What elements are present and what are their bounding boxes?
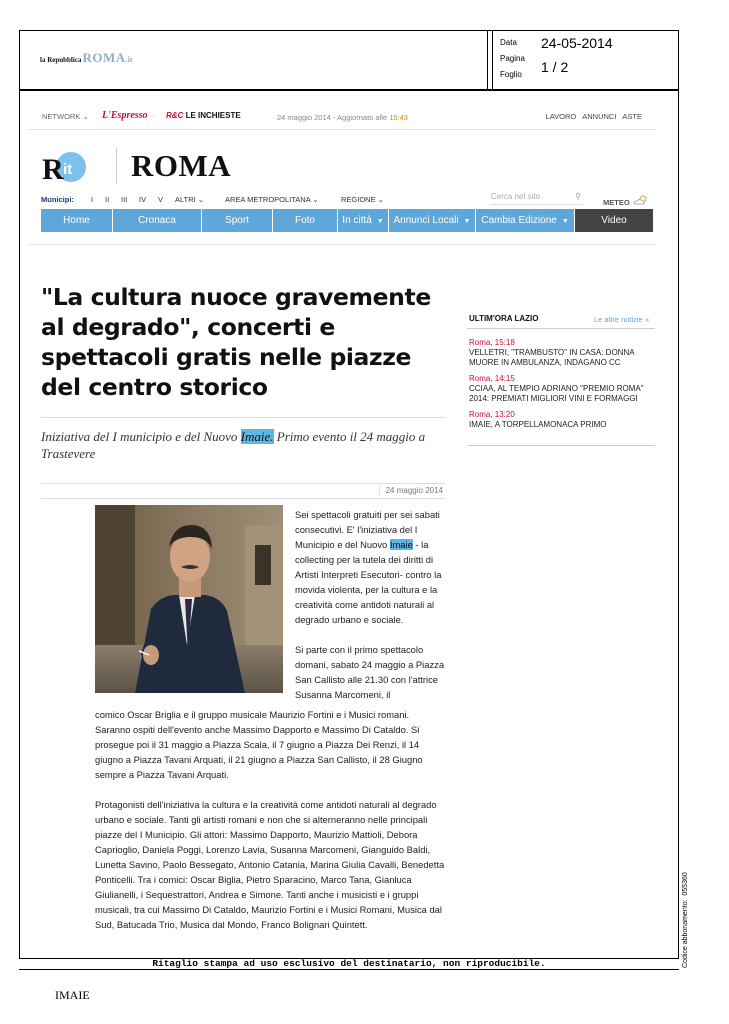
subtitle-pre: Iniziativa del I municipio e del Nuovo xyxy=(41,429,238,444)
news-time: Roma, 13:20 xyxy=(469,410,515,419)
frame-left xyxy=(19,90,20,958)
municipi-bar xyxy=(41,193,655,207)
nav-in-citta[interactable] xyxy=(338,209,388,232)
top-link-annunci[interactable]: ANNUNCI xyxy=(582,112,617,121)
article-date: 24 maggio 2014 xyxy=(379,486,443,495)
area-label: AREA METROPOLITANA xyxy=(225,195,311,204)
search-placeholder: Cerca nel sito xyxy=(491,192,540,201)
network-menu[interactable] xyxy=(42,112,89,121)
rit-logo[interactable] xyxy=(41,150,95,184)
news-item[interactable] xyxy=(467,410,655,430)
municipio-4[interactable]: IV xyxy=(139,195,147,204)
nav-video[interactable]: Video xyxy=(575,209,653,232)
header-divider xyxy=(487,31,493,89)
top-link-aste[interactable]: ASTE xyxy=(622,112,642,121)
nav-home[interactable]: Home xyxy=(41,209,112,232)
chevron-down-icon: ⌄ xyxy=(197,195,205,204)
sidebar-title: ULTIM'ORA LAZIO xyxy=(469,314,539,323)
search-icon[interactable]: ⚲ xyxy=(575,192,581,201)
codice-label: Codice abbonamento: xyxy=(682,899,689,968)
value-data: 24-05-2014 xyxy=(541,35,613,51)
portrait-image xyxy=(95,505,283,693)
sidebar-header xyxy=(467,311,655,329)
search-input[interactable] xyxy=(491,192,583,205)
altri-dropdown[interactable] xyxy=(175,195,204,204)
nav-annunci-locali[interactable] xyxy=(389,209,475,232)
rit-logo-r: R xyxy=(42,153,64,184)
headline-rule xyxy=(41,417,445,418)
rit-logo-icon xyxy=(41,150,95,184)
sidebar-more-link[interactable]: Le altre notizie » xyxy=(593,315,649,324)
regione-dropdown[interactable] xyxy=(341,195,384,204)
municipio-5[interactable]: V xyxy=(158,195,164,204)
news-item[interactable] xyxy=(467,338,655,368)
article-headline: "La cultura nuoce gravemente al degrado", concerti e spettacoli gratis nelle piazze del centro storico xyxy=(41,283,431,401)
municipio-2[interactable]: II xyxy=(105,195,110,204)
codice-abbonamento xyxy=(682,872,689,968)
source-logo-part3: .it xyxy=(125,55,133,64)
subtitle-highlight: Imaie. xyxy=(240,429,274,444)
top-links xyxy=(540,112,642,121)
source-logo xyxy=(40,50,133,66)
article-body-column xyxy=(295,507,447,702)
news-time: Roma, 15:18 xyxy=(469,338,515,347)
p1-post: - la collecting per la tutela dei diritti di Artisti Interpreti Esecutori- contro la movida violenta, per la cultura e la creatività come antidoti naturali al degrado urbano e sociale. xyxy=(295,539,442,625)
top-link-lavoro[interactable]: LAVORO xyxy=(545,112,577,121)
nav-in-citta-label: In città xyxy=(342,215,372,226)
area-dropdown[interactable] xyxy=(225,195,319,204)
lespresso-link[interactable]: L'Espresso xyxy=(102,110,148,121)
nav-cambia-edizione[interactable] xyxy=(476,209,574,232)
frame-top xyxy=(19,90,679,91)
value-foglio: 1 / 2 xyxy=(541,59,569,75)
news-title: VELLETRI, "TRAMBUSTO" IN CASA: DONNA MUORE IN AMBULANZA, INDAGANO CC xyxy=(469,348,635,367)
news-item[interactable] xyxy=(467,374,655,404)
altri-label: ALTRI xyxy=(175,195,196,204)
footer-tag: IMAIE xyxy=(55,988,90,1002)
municipi-label: Municipi: xyxy=(41,195,74,204)
chevron-down-icon: ▼ xyxy=(463,218,471,225)
article-paragraph-2-cont: comico Oscar Briglia e il gruppo musicale Maurizio Fortini e i Musici romani. Saranno ospiti dell'evento anche Massimo Dapporto e Massimo Di Cataldo. Si prosegue poi il 31 maggio a Piazza Scala, il 7 giugno a Piazza Dei Renzi, il 14 giugno a Piazza Tavani Arquati, il 21 giugno a Piazza San Callisto, il 28 Giugno sempre a Piazza Tavani Arquati. xyxy=(95,709,423,780)
label-foglio: Foglio xyxy=(500,70,522,79)
frame-right xyxy=(678,90,679,958)
inchieste-rc: R&C xyxy=(166,111,184,120)
chevron-down-icon: ⌄ xyxy=(377,195,384,204)
source-logo-part1: la Repubblica xyxy=(40,56,82,64)
meta-values xyxy=(541,31,613,79)
article-subtitle xyxy=(41,428,441,462)
nav-rule xyxy=(28,244,656,245)
subtitle-post: Primo evento il 24 maggio a Trastevere xyxy=(41,429,426,461)
regione-label: REGIONE xyxy=(341,195,376,204)
meteo-link[interactable] xyxy=(603,195,650,207)
nav-annunci-label: Annunci Locali xyxy=(393,215,459,226)
chevron-down-icon: ⌄ xyxy=(82,112,89,121)
inchieste-label: LE INCHIESTE xyxy=(185,111,241,120)
article-body-full xyxy=(95,707,445,947)
chevron-down-icon: ⌄ xyxy=(312,195,319,204)
p1-highlight: Imaie xyxy=(389,539,413,550)
network-bar xyxy=(28,103,656,130)
main-navigation xyxy=(41,209,655,232)
article-paragraph-3: Protagonisti dell'iniziativa la cultura e la creatività come antidoti naturali al degrado urbano e sociale. Tanti gli artisti romani e non che si alterneranno nelle principali piazze del I Municipio. Gli attori: Massimo Dapporto, Maurizio Mattioli, Debora Caprioglio, Daniela Poggi, Lorenzo Lavia, Susanna Marcomeni, Gianguido Baldi, Lunetta Savino, Paolo Bessegato, Antonio Catania, Marina Giulia Cavalli, Benedetta Ponticelli. Tra i comici: Oscar Biglia, Pietro Sparacino, Marco Tana, Gianluca Giulianelli, i Sequestrattori, Andrea e Simone. Tanti anche i musicisti e i gruppi musicali, tra cui Massimo Di Cataldo, Maurizio Fortini e i Musici Romani, Musica dal Sud, Batucada Trio, Musica dal Mondo, Franco Bolignari Quintett. xyxy=(95,799,445,930)
chevron-down-icon: ▼ xyxy=(376,218,384,225)
clipping-header xyxy=(19,30,679,90)
update-prefix: 24 maggio 2014 - Aggiornato alle xyxy=(277,113,388,122)
news-title: IMAIE, A TORPELLAMONACA PRIMO xyxy=(469,420,607,429)
meteo-label: METEO xyxy=(603,198,630,207)
meta-labels xyxy=(500,35,525,83)
chevron-down-icon: ▼ xyxy=(561,218,569,225)
rit-logo-it: it xyxy=(63,161,73,178)
nav-sport[interactable]: Sport xyxy=(202,209,272,232)
update-info xyxy=(277,113,408,122)
source-logo-part2: ROMA xyxy=(82,50,126,65)
article-paragraph-2: Si parte con il primo spettacolo domani, sabato 24 maggio a Piazza San Callisto alle 21.30 con l'attrice Susanna Marcomeni, il xyxy=(295,644,445,700)
nav-foto[interactable]: Foto xyxy=(273,209,337,232)
weather-icon xyxy=(632,195,650,205)
nav-edizione-label: Cambia Edizione xyxy=(481,215,557,226)
p1-pre: Sei spettacoli gratuiti per sei sabati consecutivi. E' l'iniziativa del I Municipio e del Nuovo xyxy=(295,509,440,550)
municipio-3[interactable]: III xyxy=(121,195,128,204)
label-pagina: Pagina xyxy=(500,54,525,63)
update-time: 15:43 xyxy=(389,113,408,122)
codice-number: 055360 xyxy=(682,872,689,896)
brand-name[interactable]: ROMA xyxy=(131,148,232,183)
news-title: CCIAA, AL TEMPIO ADRIANO "PREMIO ROMA" 2014: PREMIATI MIGLIORI VINI E FORMAGGI xyxy=(469,384,644,403)
inchieste-link[interactable] xyxy=(166,111,241,120)
brand-separator xyxy=(116,148,117,184)
article-date-bar xyxy=(41,483,445,499)
sidebar-news-list xyxy=(467,338,655,446)
article-paragraph-1 xyxy=(295,507,447,627)
municipio-1[interactable]: I xyxy=(91,195,94,204)
network-label: NETWORK xyxy=(42,112,81,121)
label-data: Data xyxy=(500,38,517,47)
news-time: Roma, 14:15 xyxy=(469,374,515,383)
clipping-disclaimer: Ritaglio stampa ad uso esclusivo del destinatario, non riproducibile. xyxy=(152,958,546,969)
article-photo xyxy=(95,505,283,693)
nav-cronaca[interactable]: Cronaca xyxy=(113,209,201,232)
